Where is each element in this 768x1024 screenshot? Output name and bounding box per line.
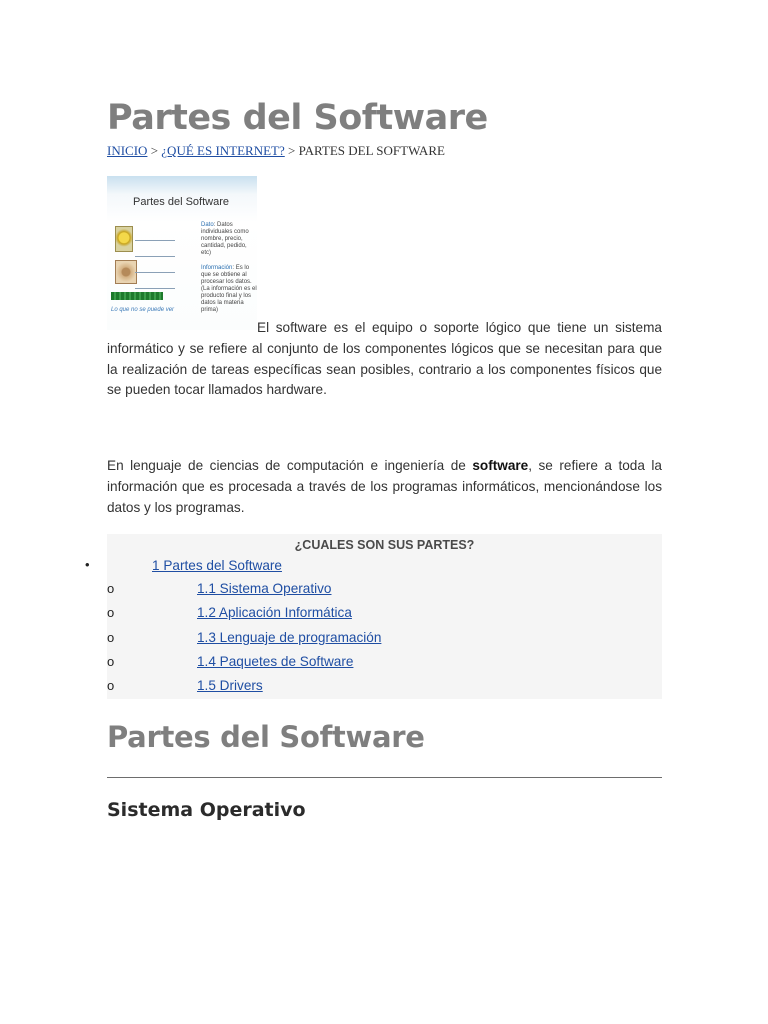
page-title: Partes del Software: [107, 98, 488, 138]
toc-sub-item: [107, 581, 662, 601]
subsection-heading: Sistema Operativo: [107, 799, 306, 821]
breadcrumb-current: PARTES DEL SOFTWARE: [298, 143, 445, 158]
toc-link-lenguaje-de-programacion[interactable]: 1.3 Lenguaje de programación: [197, 630, 382, 645]
definition-text-start: En lenguaje de ciencias de computación e ingeniería de: [107, 458, 473, 473]
toc-link-sistema-operativo[interactable]: 1.1 Sistema Operativo: [197, 581, 332, 596]
breadcrumb-separator: >: [288, 143, 296, 158]
intro-text: El software es el equipo o soporte lógico que tiene un sistema informático y se refiere al conjunto de los componentes lógicos que se necesitan para que la realización de tareas específicas sean posibles, contrario a los componentes físicos que se pueden tocar llamados hardware.: [107, 320, 662, 398]
definition-paragraph: [107, 456, 662, 518]
thumbnail-info-text: : Es lo que se obtiene al procesar los datos. (La información es el producto final y los datos la materia prima): [201, 265, 257, 313]
section-heading: Partes del Software: [107, 720, 425, 754]
toc-sub-item: [107, 605, 662, 625]
thumbnail-definitions: [201, 222, 257, 314]
thumbnail-info-label: Información: [201, 265, 233, 271]
section-divider: [107, 777, 662, 778]
toc-main-item: [85, 557, 662, 578]
table-of-contents: [85, 534, 662, 699]
toc-link-partes-del-software[interactable]: 1 Partes del Software: [152, 558, 282, 573]
toc-bullet: o: [107, 581, 115, 596]
toc-link-drivers[interactable]: 1.5 Drivers: [197, 678, 263, 693]
thumbnail-title: Partes del Software: [133, 196, 229, 208]
intro-paragraph: [107, 318, 662, 401]
breadcrumb-parent-link[interactable]: ¿QUÉ ES INTERNET?: [161, 143, 285, 158]
definition-text-end: , se refiere a toda la información que es procesada a través de los programas informáticos, mencionándose los datos y los programas.: [107, 458, 662, 515]
breadcrumb: [107, 143, 445, 159]
toc-sub-item: [107, 654, 662, 674]
toc-title: ¿CUALES SON SUS PARTES?: [294, 538, 475, 552]
thumbnail-dato-text: : Datos individuales como nombre, precio, cantidad, pedido, etc): [201, 222, 249, 256]
software-parts-thumbnail[interactable]: [107, 176, 257, 330]
breadcrumb-home-link[interactable]: INICIO: [107, 143, 148, 158]
toc-bullet: o: [107, 654, 115, 669]
breadcrumb-separator: >: [150, 143, 159, 158]
thumbnail-dato-label: Dato: [201, 222, 214, 228]
toc-bullet: •: [85, 557, 90, 572]
software-keyword: software: [472, 458, 529, 473]
toc-link-aplicacion-informatica[interactable]: 1.2 Aplicación Informática: [197, 605, 352, 620]
connector-lines: [135, 234, 201, 294]
toc-sub-item: [107, 630, 662, 650]
toc-link-paquetes-de-software[interactable]: 1.4 Paquetes de Software: [197, 654, 354, 669]
thumbnail-footer: Lo que no se puede ver: [111, 307, 175, 313]
disk-icon: [115, 226, 133, 252]
toc-bullet: o: [107, 630, 115, 645]
toc-bullet: o: [107, 605, 115, 620]
toc-sub-item: [107, 678, 662, 698]
toc-bullet: o: [107, 678, 115, 693]
chip-icon: [115, 260, 137, 284]
